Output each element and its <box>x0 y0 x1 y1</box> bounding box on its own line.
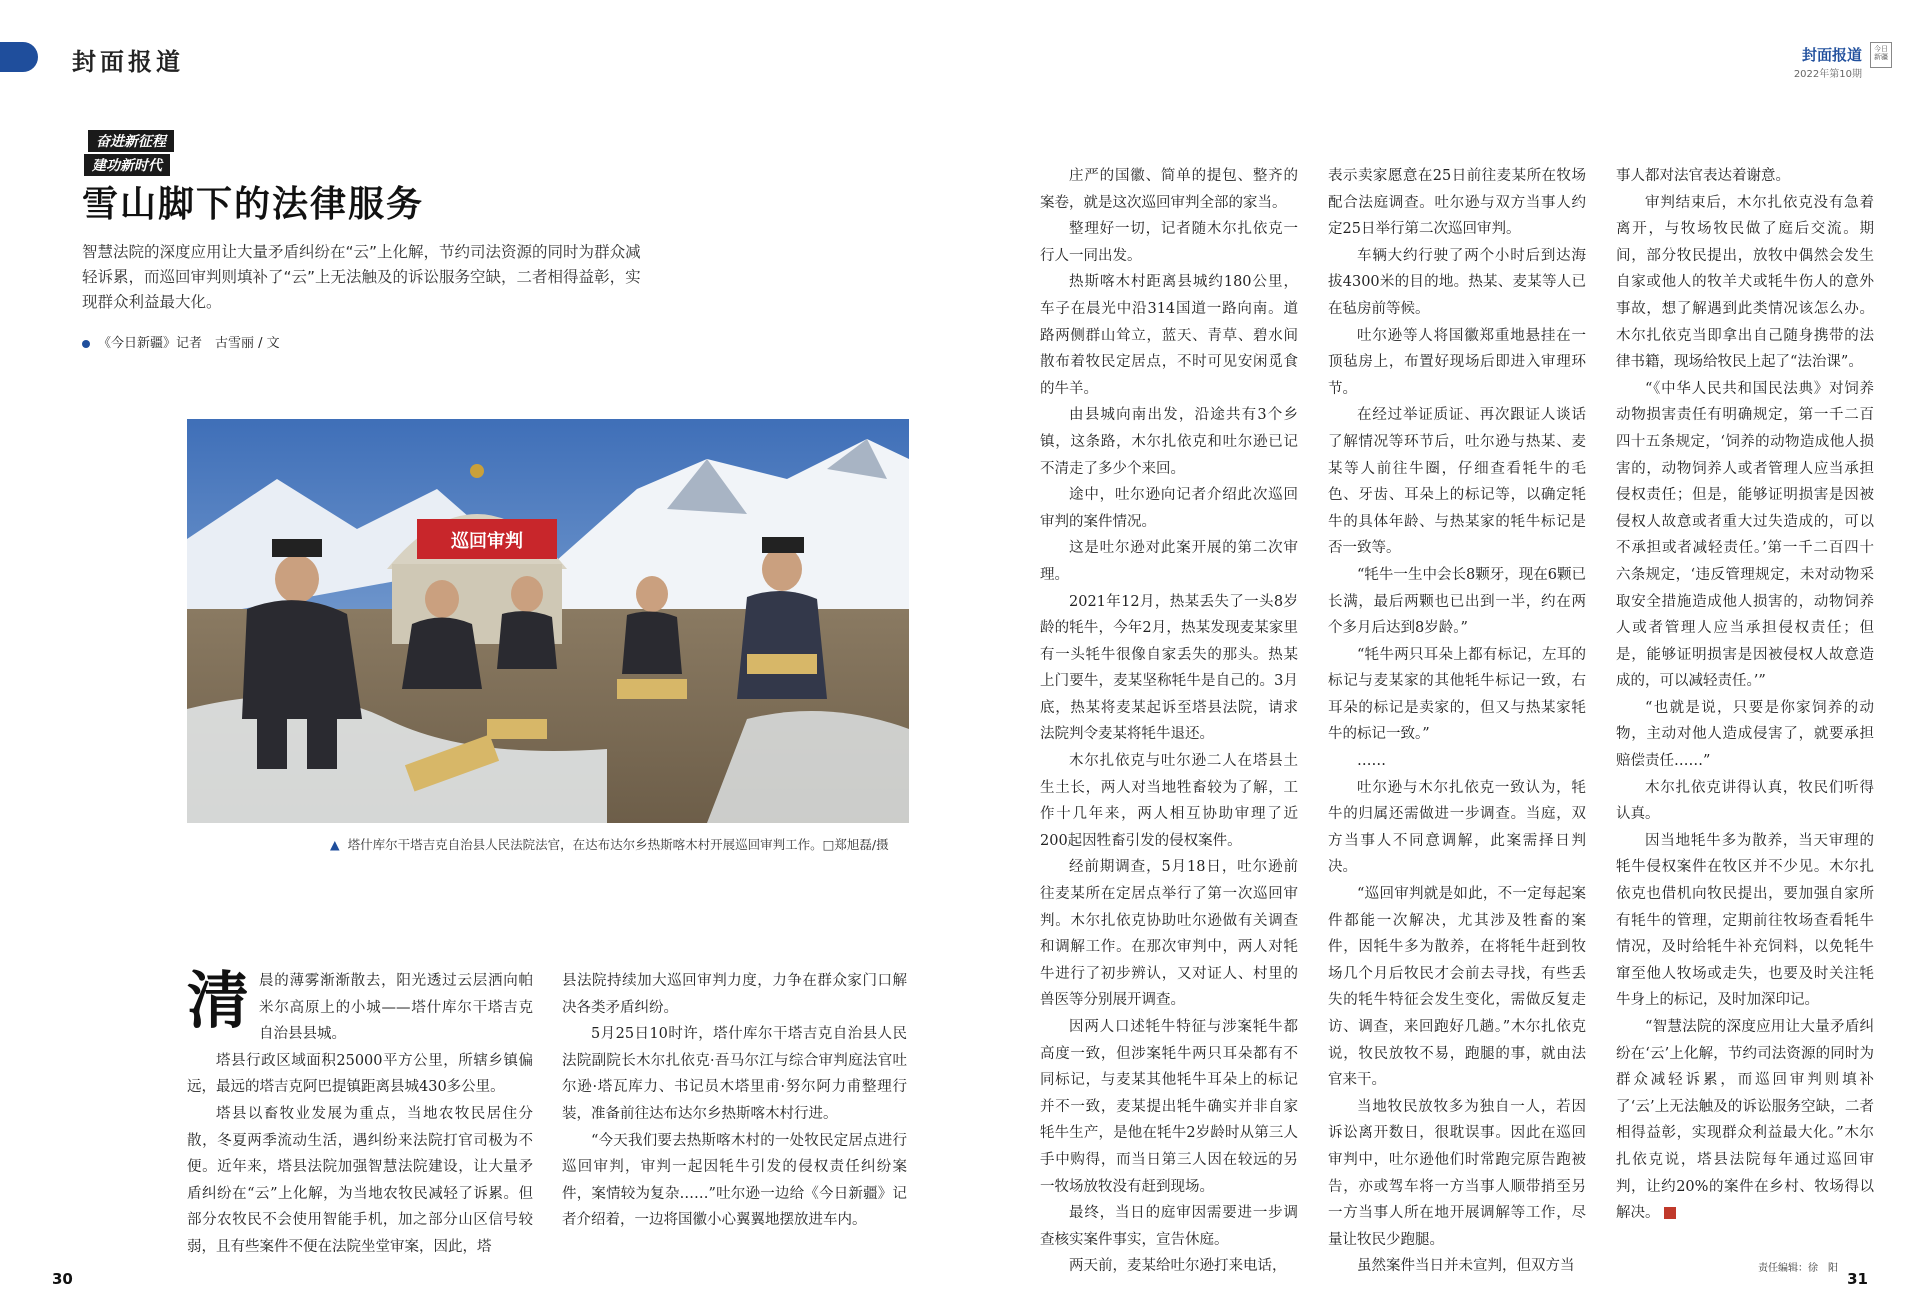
running-header <box>1794 44 1862 80</box>
paragraph: 途中，吐尔逊向记者介绍此次巡回审判的案件情况。 <box>1040 487 1298 530</box>
paragraph: 当地牧民放牧多为独自一人，若因诉讼离开数日，很耽误事。因此在巡回审判中，吐尔逊他们时常跑完原告跑被告，亦或驾车将一方当事人顺带捎至另一方当事人所在地开展调解等工作，尽量让牧民少跑腿。 <box>1328 1098 1586 1248</box>
slogan <box>88 130 174 176</box>
section-title: 封面报道 <box>72 47 184 76</box>
paragraph: 木尔扎依克讲得认真，牧民们听得认真。 <box>1616 779 1874 823</box>
slogan-line-1: 奋进新征程 <box>88 130 174 152</box>
paragraph: 县法院持续加大巡回审判力度，力争在群众家门口解决各类矛盾纠纷。 <box>562 973 907 1016</box>
paragraph: 经前期调查，5月18日，吐尔逊前往麦某所在定居点举行了第一次巡回审判。木尔扎依克协助吐尔逊做有关调查和调解工作。在那次审判中，两人对牦牛进行了初步辨认，又对证人、村里的兽医等分别展开调查。 <box>1040 859 1298 1009</box>
caption-triangle-icon: ▲ <box>330 837 340 852</box>
paragraph: “巡回审判就是如此，不一定每起案件都能一次解决，尤其涉及牲畜的案件，因牦牛多为散养，在将牦牛赶到牧场几个月后牧民才会前去寻找，有些丢失的牦牛特征会发生变化，需做反复走访、调查，来回跑好几趟。”木尔扎依克说，牧民放牧不易，跑腿的事，就由法官来干。 <box>1328 886 1586 1089</box>
body-column-1 <box>187 964 533 1261</box>
paragraph: 因当地牦牛多为散养，当天审理的牦牛侵权案件在牧区并不少见。木尔扎依克也借机向牧民提出，要加强自家所有牦牛的管理，定期前往牧场查看牦牛情况，及时给牦牛补充饲料，以免牦牛窜至他人牧场或走失，也要及时关注牦牛身上的标记，及时加深印记。 <box>1616 832 1874 1009</box>
paragraph: 这是吐尔逊对此案开展的第二次审理。 <box>1040 540 1298 583</box>
paragraph: 在经过举证质证、再次跟证人谈话了解情况等环节后，吐尔逊与热某、麦某等人前往牛圈，仔细查看牦牛的毛色、牙齿、耳朵上的标记等，以确定牦牛的具体年龄、与热某家的牦牛标记是否一致等。 <box>1328 407 1586 557</box>
article-photo <box>187 419 909 823</box>
paragraph: “牦牛一生中会长8颗牙，现在6颗已长满，最后两颗也已出到一半，约在两个多月后达到8岁龄。” <box>1328 566 1586 637</box>
page-number-right: 31 <box>1847 1270 1868 1288</box>
paragraph: 车辆大约行驶了两个小时后到达海拔4300米的目的地。热某、麦某等人已在毡房前等候。 <box>1328 247 1586 317</box>
body-column-4 <box>1328 163 1586 1280</box>
paragraph: “也就是说，只要是你家饲养的动物，主动对他人造成侵害了，就要承担赔偿责任……” <box>1616 699 1874 770</box>
body-column-5 <box>1616 163 1874 1227</box>
paragraph: 吐尔逊等人将国徽郑重地悬挂在一顶毡房上，布置好现场后即进入审理环节。 <box>1328 327 1586 397</box>
photo-illustration <box>187 419 909 823</box>
paragraph: 晨的薄雾渐渐散去，阳光透过云层洒向帕米尔高原上的小城——塔什库尔干塔吉克自治县县城。 <box>259 973 533 1043</box>
paragraph: 庄严的国徽、简单的提包、整齐的案卷，就是这次巡回审判全部的家当。 <box>1040 168 1298 211</box>
article-title: 雪山脚下的法律服务 <box>82 184 425 225</box>
photo-caption <box>330 835 889 853</box>
body-column-3 <box>1040 163 1298 1280</box>
paragraph: “今天我们要去热斯喀木村的一处牧民定居点进行巡回审判，审判一起因牦牛引发的侵权责任纠纷案件，案情较为复杂……”吐尔逊一边给《今日新疆》记者介绍着，一边将国徽小心翼翼地摆放进车内。 <box>562 1132 907 1229</box>
body-column-2 <box>562 968 907 1234</box>
slogan-line-2: 建功新时代 <box>84 154 170 176</box>
paragraph: 由县城向南出发，沿途共有3个乡镇，这条路，木尔扎依克和吐尔逊已记不清走了多少个来回。 <box>1040 407 1298 477</box>
byline-dot-icon <box>82 340 90 348</box>
paragraph: 木尔扎依克与吐尔逊二人在塔县土生土长，两人对当地牲畜较为了解，工作十几年来，两人相互协助审理了近200起因牲畜引发的侵权案件。 <box>1040 753 1298 849</box>
page-number-left: 30 <box>52 1270 73 1288</box>
photo-banner-text: 巡回审判 <box>451 531 523 552</box>
paragraph: 两天前，麦某给吐尔逊打来电话， <box>1069 1258 1287 1275</box>
caption-text: 塔什库尔干塔吉克自治县人民法院法官，在达布达尔乡热斯喀木村开展巡回审判工作。□郑旭磊/摄 <box>347 837 889 852</box>
paragraph: 事人都对法官表达着谢意。 <box>1616 168 1790 184</box>
byline-text: 《今日新疆》记者 古雪丽 / 文 <box>98 336 280 351</box>
drop-cap: 清 <box>187 964 250 1037</box>
header-brand: 封面报道 <box>1801 46 1862 64</box>
paragraph: 塔县行政区域面积25000平方公里，所辖乡镇偏远，最远的塔吉克阿巴提镇距离县城430多公里。 <box>187 1052 533 1096</box>
paragraph: 塔县以畜牧业发展为重点，当地农牧民居住分散，冬夏两季流动生活，遇纠纷来法院打官司极为不便。近年来，塔县法院加强智慧法院建设，让大量矛盾纠纷在“云”上化解，为当地农牧民减轻了诉累。但部分农牧民不会使用智能手机，加之部分山区信号较弱，且有些案件不便在法院坐堂审案，因此，塔 <box>187 1105 533 1255</box>
paragraph: “《中华人民共和国民法典》对饲养动物损害责任有明确规定，第一千二百四十五条规定，‘饲养的动物造成他人损害的，动物饲养人或者管理人应当承担侵权责任；但是，能够证明损害是因被侵权人故意或者重大过失造成的，可以不承担或者减轻责任。’第一千二百四十六条规定，‘违反管理规定，未对动物采取安全措施造成他人损害的，动物饲养人或者管理人应当承担侵权责任；但是，能够证明损害是因被侵权人故意造成的，可以减轻责任。’” <box>1616 380 1874 690</box>
header-issue: 2022年第10期 <box>1793 69 1862 80</box>
paragraph: 整理好一切，记者随木尔扎依克一行人一同出发。 <box>1040 221 1298 264</box>
byline <box>82 332 280 351</box>
responsible-editor: 责任编辑：徐 阳 <box>1758 1263 1838 1274</box>
paragraph: …… <box>1357 753 1386 770</box>
paragraph: 5月25日10时许，塔什库尔干塔吉克自治县人民法院副院长木尔扎依克·吾马尔江与综合审判庭法官吐尔逊·塔瓦库力、书记员木塔里甫·努尔阿力甫整理行装，准备前往达布达尔乡热斯喀木村行进。 <box>562 1026 907 1122</box>
article-lead: 智慧法院的深度应用让大量矛盾纠纷在“云”上化解，节约司法资源的同时为群众减轻诉累，而巡回审判则填补了“云”上无法触及的诉讼服务空缺，二者相得益彰，实现群众利益最大化。 <box>82 243 641 311</box>
section-tab-marker <box>0 42 38 72</box>
paragraph: 虽然案件当日并未宣判，但双方当 <box>1357 1258 1575 1275</box>
paragraph: 审判结束后，木尔扎依克没有急着离开，与牧场牧民做了庭后交流。期间，部分牧民提出，放牧中偶然会发生自家或他人的牧羊犬或牦牛伤人的意外事故，想了解遇到此类情况该怎么办。木尔扎依克当即拿出自己随身携带的法律书籍，现场给牧民上起了“法治课”。 <box>1616 194 1874 371</box>
paragraph: “牦牛两只耳朵上都有标记，左耳的标记与麦某家的其他牦牛标记一致，右耳朵的标记是卖家的，但又与热某家牦牛的标记一致。” <box>1328 646 1586 743</box>
paragraph: 热斯喀木村距离县城约180公里，车子在晨光中沿314国道一路向南。道路两侧群山耸立，蓝天、青草、碧水间散布着牧民定居点，不时可见安闲觅食的牛羊。 <box>1040 274 1298 397</box>
paragraph: 2021年12月，热某丢失了一头8岁龄的牦牛，今年2月，热某发现麦某家里有一头牦牛很像自家丢失的那头。热某上门要牛，麦某坚称牦牛是自己的。3月底，热某将麦某起诉至塔县法院，请求法院判令麦某将牦牛退还。 <box>1040 593 1298 743</box>
end-mark-icon <box>1664 1207 1676 1219</box>
paragraph <box>1616 1014 1874 1227</box>
paragraph: 因两人口述牦牛特征与涉案牦牛都高度一致，但涉案牦牛两只耳朵都有不同标记，与麦某其他牦牛耳朵上的标记并不一致，麦某提出牦牛确实并非自家牦牛生产，是他在牦牛2岁龄时从第三人手中购得，而当日第三人因在较远的另一牧场放牧没有赶到现场。 <box>1040 1019 1298 1195</box>
paragraph: 表示卖家愿意在25日前往麦某所在牧场配合法庭调查。吐尔逊与双方当事人约定25日举行第二次巡回审判。 <box>1328 168 1586 238</box>
paragraph: 吐尔逊与木尔扎依克一致认为，牦牛的归属还需做进一步调查。当庭，双方当事人不同意调解，此案需择日判决。 <box>1328 779 1586 876</box>
magazine-logo: 今日新疆 <box>1870 42 1892 68</box>
paragraph-text: “智慧法院的深度应用让大量矛盾纠纷在‘云’上化解，节约司法资源的同时为群众减轻诉累，而巡回审判则填补了‘云’上无法触及的诉讼服务空缺，二者相得益彰，实现群众利益最大化。”木尔扎依克说，塔县法院每年通过巡回审判，让约20%的案件在乡村、牧场得以解决。 <box>1616 1019 1874 1222</box>
paragraph: 最终，当日的庭审因需要进一步调查核实案件事实，宣告休庭。 <box>1040 1205 1298 1248</box>
